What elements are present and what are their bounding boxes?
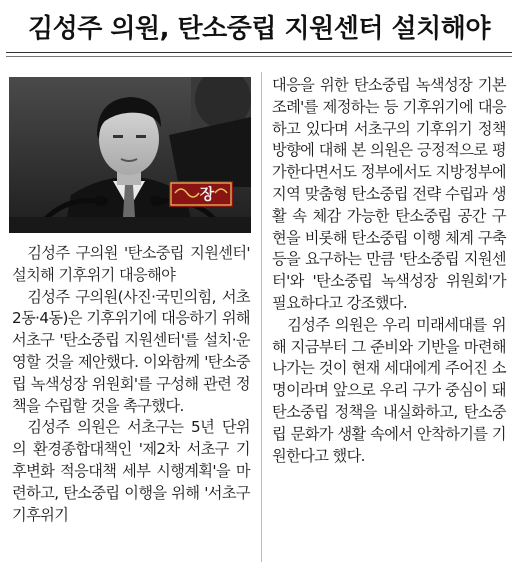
headline-rule-thin [6,56,512,57]
right-column [272,75,506,467]
body-paragraph: 김성주 구의원(사진·국민의힘, 서초2동·4동)은 기후위기에 대응하기 위해 서초구 '탄소중립 지원센터'를 설치·운영할 것을 제안했다. 이와함께 '탄소중립 녹색성장 위원회'를 구성해 관련 정책을 수립할 것을 촉구했다. [12,287,250,415]
headline: 김성주 의원, 탄소중립 지원센터 설치해야 [27,14,491,44]
nameplate-text: 장 [199,185,215,203]
left-column [12,243,250,526]
body-paragraph: 김성주 의원은 서초구는 5년 단위의 환경종합대책인 '제2차 서초구 기후변화 적응대책 세부 시행계획'을 마련하고, 탄소중립 이행을 위해 '서초구 기후위기 [12,418,250,524]
column-divider [261,72,262,562]
portrait-illustration [9,77,251,233]
body-paragraph: 대응을 위한 탄소중립 녹색성장 기본조례'를 제정하는 등 기후위기에 대응하고 있다며 서초구의 기후위기 정책방향에 대해 본 의원은 긍정적으로 평가한다면서도 정부에서도 지방정부에 지역 맞춤형 탄소중립 전략 수립과 생활 속 체감 가능한 탄소중립 공간 구현을 비롯해 탄소중립 이행 체계 구축 등을 요구하는 만큼 '탄소중립 지원센터'와 '탄소중립 녹색성장 위원회'가 필요하다고 강조했다. [272,76,506,312]
photo-caption: 김성주 구의원 '탄소중립 지원센터' 설치해 기후위기 대응해야 [12,244,250,284]
body-paragraph: 김성주 의원은 우리 미래세대를 위해 지금부터 그 준비와 기반을 마련해나가는 것이 현재 세대에게 주어진 소명이라며 앞으로 우리 구가 중심이 돼 탄소중립 정책을 내실화하고, 탄소중립 문화가 생활 속에서 안착하기를 기원한다고 했다. [272,315,506,465]
article-photo [9,77,251,233]
headline-rule [6,52,512,53]
